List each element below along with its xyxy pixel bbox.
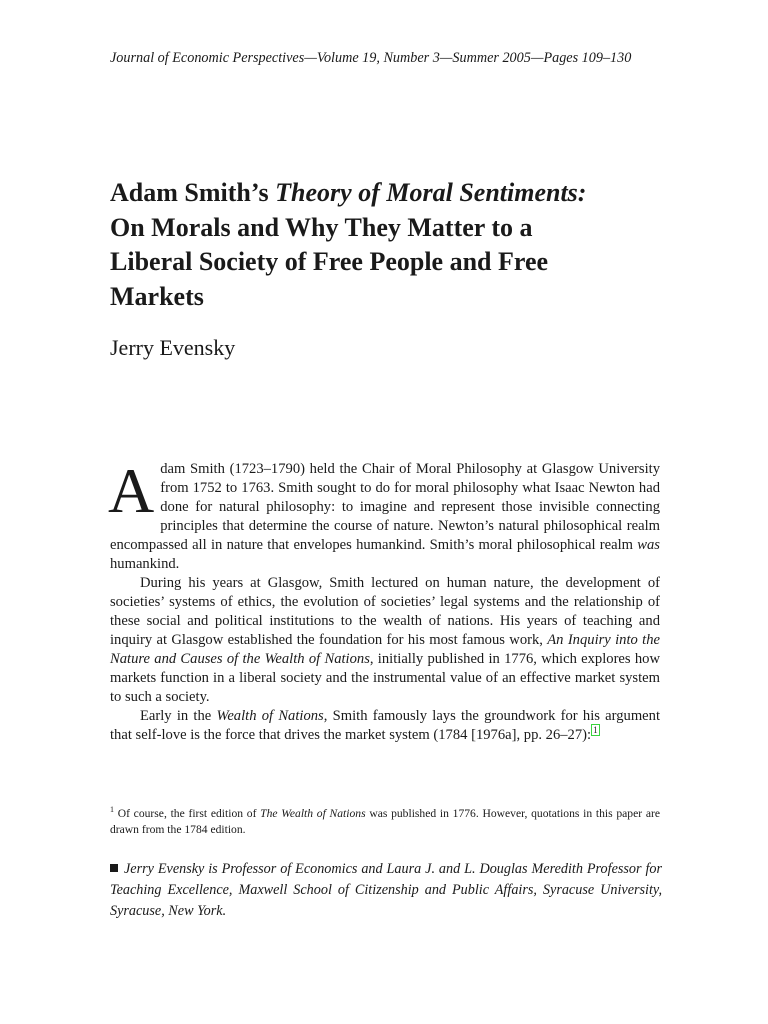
article-title — [110, 176, 670, 314]
paragraph-1 — [108, 455, 660, 574]
paragraph-2 — [110, 574, 660, 707]
square-bullet-icon — [110, 864, 118, 872]
title-line-4: Markets — [110, 281, 204, 311]
footnote-text-a: Of course, the first edition of — [114, 807, 261, 820]
paragraph-2-text-b: , initially published in 1776, which explores how markets function in a liberal society and the instrumental value of an effective market system to such a society. — [110, 651, 660, 705]
footnote-1 — [110, 806, 660, 838]
paragraph-1-text-b: humankind. — [110, 556, 180, 572]
author-affiliation-note — [110, 859, 662, 922]
paragraph-1-italic: was — [637, 537, 660, 553]
paragraph-3-text-b: , Smith famously lays the groundwork for his argument that self-love is the force that drives the market system (1784 [1976a], pp. 26–27): — [110, 708, 661, 743]
title-line-1 — [110, 176, 670, 211]
title-italic-work: Theory of Moral Sentiments: — [275, 178, 587, 207]
footnote-italic: The Wealth of Nations — [260, 807, 366, 820]
paragraph-2-text-a: During his years at Glasgow, Smith lectured on human nature, the development of societies’ systems of ethics, the evolution of societies’ legal systems and the relationship of these social and political institutions to the wealth of nations. His years of teaching and inquiry at Glasgow established the foundation for his most famous work, — [110, 575, 660, 648]
title-line-2: On Morals and Why They Matter to a — [110, 212, 533, 242]
paragraph-3 — [110, 707, 660, 745]
author-name: Jerry Evensky — [110, 335, 236, 360]
title-prefix: Adam Smith’s — [110, 178, 276, 207]
paragraph-3-text-a: Early in the — [140, 708, 217, 724]
drop-cap: A — [108, 455, 155, 526]
footnote-link-1[interactable]: 1 — [593, 725, 598, 736]
footnote-number: 1 — [110, 805, 114, 815]
paragraph-1-text-a: dam Smith (1723–1790) held the Chair of Moral Philosophy at Glasgow University from 1752 to 1763. Smith sought to do for moral philosophy what Isaac Newton had done for natural philosophy: to imagine and represent those invisible connecting principles that determine the course of nature. Newton’s natural philosophical realm encompassed all in nature that envelopes humankind. Smith’s moral philosophical realm — [110, 461, 660, 553]
article-body — [108, 455, 661, 745]
paragraph-2-italic: An Inquiry into the Nature and Causes of the Wealth of Nations — [110, 632, 660, 667]
footnote-text-b: was published in 1776. However, quotations in this paper are drawn from the 1784 edition. — [110, 807, 660, 836]
running-head: Journal of Economic Perspectives—Volume 19, Number 3—Summer 2005—Pages 109–130 — [110, 50, 632, 66]
paragraph-3-italic: Wealth of Nations — [216, 708, 324, 724]
title-line-3: Liberal Society of Free People and Free — [110, 247, 549, 276]
author-note-text: Jerry Evensky is Professor of Economics and Laura J. and L. Douglas Meredith Professor for Teaching Excellence, Maxwell School of Citizenship and Public Affairs, Syracuse University, Syracuse, New York. — [110, 861, 662, 919]
